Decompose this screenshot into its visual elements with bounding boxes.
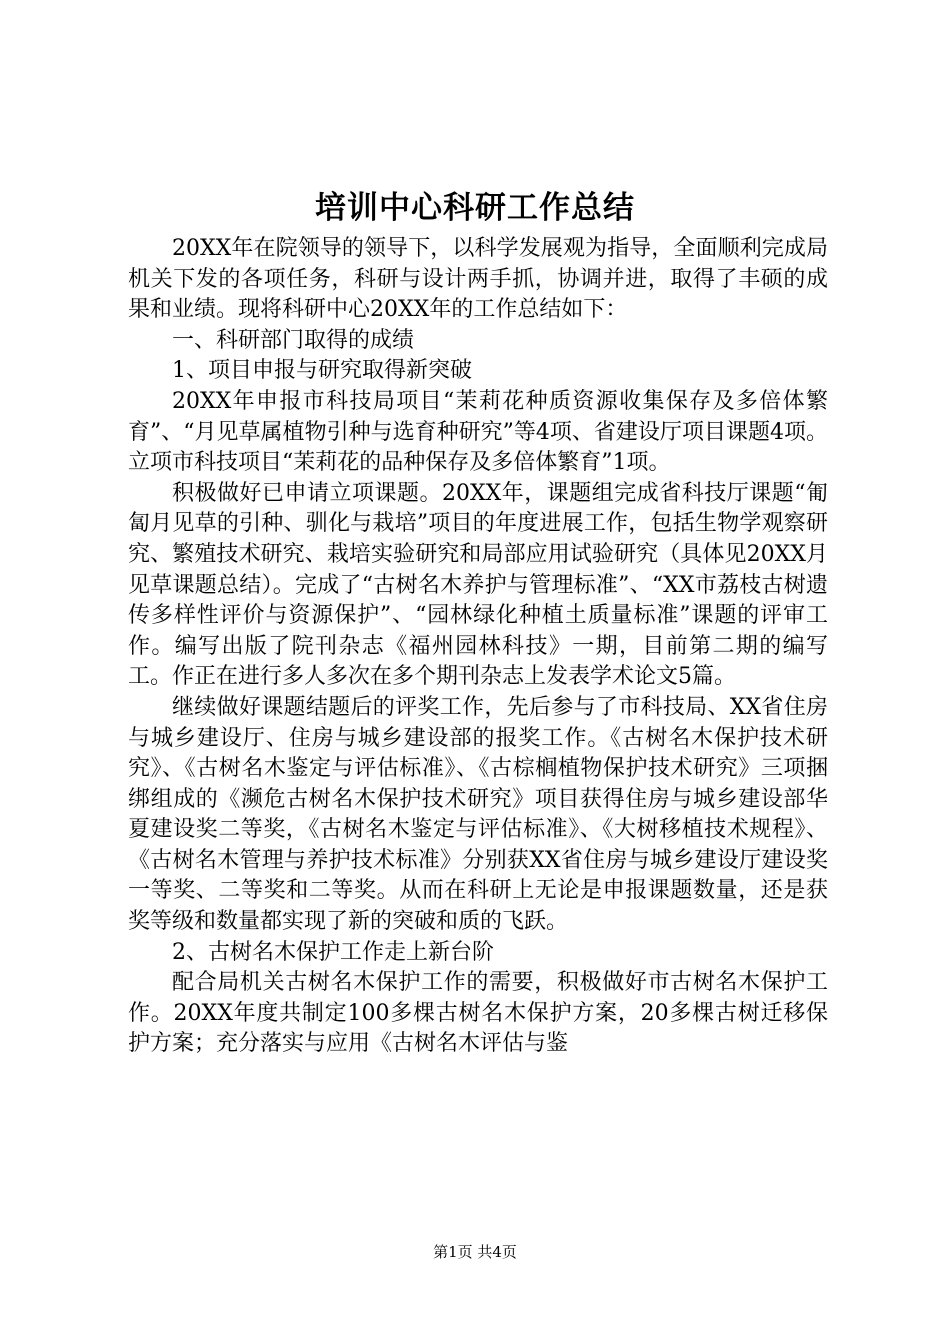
subsection-heading-projects: 1、项目申报与研究取得新突破 bbox=[172, 358, 472, 384]
page-number: 第1页 共4页 bbox=[433, 1243, 517, 1261]
section-heading-achievements: 一、科研部门取得的成绩 bbox=[172, 327, 415, 353]
body-paragraph: 积极做好已申请立项课题。20XX年，课题组完成省科技厅课题“匍匐月见草的引种、驯化与栽培”项目的年度进展工作，包括生物学观察研究、繁殖技术研究、栽培实验研究和局部应用试验研究（具体见20XX月见草课题总结）。完成了“古树名木养护与管理标准”、“XX市荔枝古树遗传多样性评价与资源保护”、“园林绿化种植土质量标准”课题的评审工作。编写出版了院刊杂志《福州园林科技》一期，目前第二期的编写工。作正在进行多人多次在多个期刊杂志上发表学术论文5篇。 bbox=[128, 480, 828, 690]
page-footer bbox=[0, 1242, 950, 1262]
document-title: 培训中心科研工作总结 bbox=[315, 190, 635, 226]
subsection-heading-ancient-trees: 2、古树名木保护工作走上新台阶 bbox=[172, 939, 494, 965]
intro-paragraph: 20XX年在院领导的领导下，以科学发展观为指导，全面顺利完成局机关下发的各项任务，科研与设计两手抓，协调并进，取得了丰硕的成果和业绩。现将科研中心20XX年的工作总结如下： bbox=[128, 236, 828, 323]
body-paragraph: 配合局机关古树名木保护工作的需要，积极做好市古树名木保护工作。20XX年度共制定100多棵古树名木保护方案，20多棵古树迁移保护方案；充分落实与应用《古树名木评估与鉴 bbox=[128, 970, 828, 1057]
document-body bbox=[128, 234, 828, 1060]
body-paragraph: 继续做好课题结题后的评奖工作，先后参与了市科技局、XX省住房与城乡建设厅、住房与城乡建设部的报奖工作。《古树名木保护技术研究》、《古树名木鉴定与评估标准》、《古棕榈植物保护技术研究》三项捆绑组成的《濒危古树名木保护技术研究》项目获得住房与城乡建设部华夏建设奖二等奖，《古树名木鉴定与评估标准》、《大树移植技术规程》、《古树名木管理与养护技术标准》分别获XX省住房与城乡建设厅建设奖一等奖、二等奖和二等奖。从而在科研上无论是申报课题数量，还是获奖等级和数量都实现了新的突破和质的飞跃。 bbox=[128, 694, 828, 935]
body-paragraph: 20XX年申报市科技局项目“茉莉花种质资源收集保存及多倍体繁育”、“月见草属植物引种与选育种研究”等4项、省建设厅项目课题4项。立项市科技项目“茉莉花的品种保存及多倍体繁育”1项。 bbox=[128, 388, 828, 476]
